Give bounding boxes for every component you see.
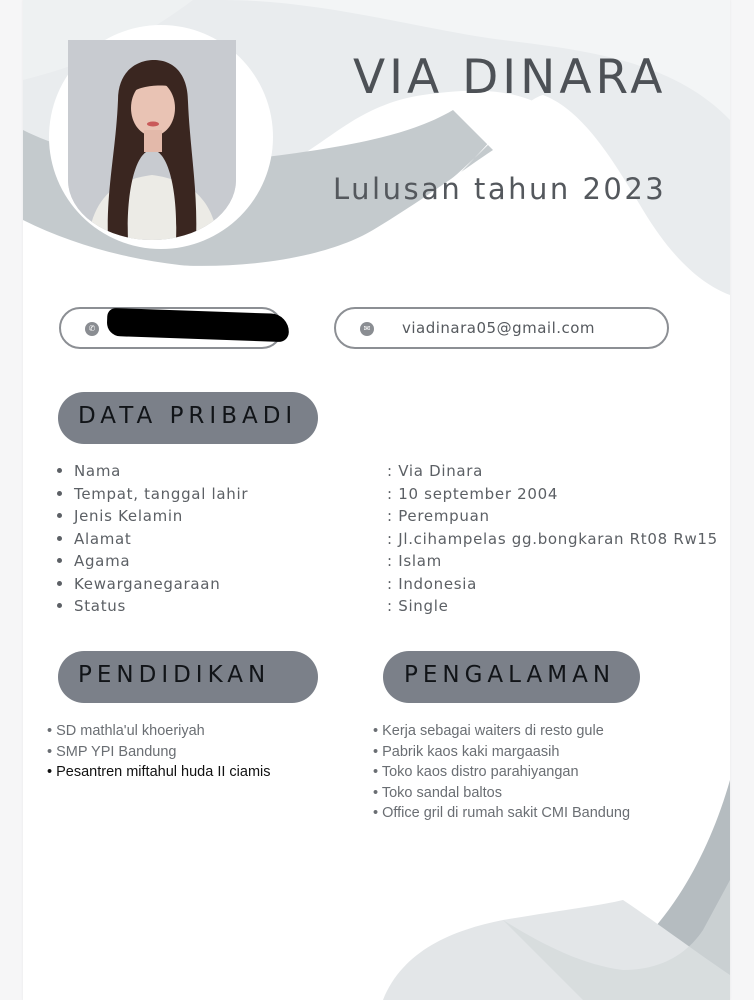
section-title: PENDIDIKAN [78, 662, 271, 688]
phone-icon: ✆ [85, 322, 99, 336]
field-label: Kewarganegaraan [74, 574, 221, 593]
list-item: • Office gril di rumah sakit CMI Bandung [373, 805, 631, 822]
portrait-illustration [68, 40, 236, 240]
bullet-icon [57, 513, 62, 518]
list-item: • SD mathla'ul khoeriyah [47, 723, 205, 739]
field-value: : 10 september 2004 [387, 484, 559, 503]
section-title: DATA PRIBADI [78, 403, 298, 429]
list-item: • Pabrik kaos kaki margaasih [373, 743, 560, 760]
email-address: viadinara05@gmail.com [402, 319, 596, 337]
field-value: : Perempuan [387, 507, 490, 525]
field-label: Jenis Kelamin [74, 507, 183, 525]
profile-photo [68, 40, 236, 240]
list-item: • Kerja sebagai waiters di resto gule [373, 723, 604, 739]
field-label: Nama [74, 462, 122, 480]
field-label: Agama [74, 552, 131, 570]
field-value: : Via Dinara [387, 462, 484, 480]
bullet-icon [57, 558, 62, 563]
field-value: : Jl.cihampelas gg.bongkaran Rt08 Rw15 [387, 529, 718, 548]
bullet-icon [57, 603, 62, 608]
list-item: • Toko sandal baltos [373, 784, 502, 801]
bullet-icon [57, 581, 62, 586]
graduation-subtitle: Lulusan tahun 2023 [333, 172, 667, 206]
email-pill [334, 307, 669, 349]
bullet-icon [57, 491, 62, 496]
section-header-data-pribadi [58, 392, 318, 444]
bullet-icon [57, 468, 62, 473]
list-item: • SMP YPI Bandung [47, 743, 177, 760]
section-header-pendidikan [58, 651, 318, 703]
list-item: • Pesantren miftahul huda II ciamis [47, 764, 271, 781]
field-value: : Indonesia [387, 574, 478, 593]
mail-icon: ✉ [360, 322, 374, 336]
cv-page [23, 0, 730, 1000]
field-label: Alamat [74, 529, 132, 548]
field-label: Status [74, 597, 126, 615]
section-title: PENGALAMAN [404, 662, 616, 688]
experience-list [373, 721, 630, 824]
section-header-pengalaman [383, 651, 640, 703]
education-list [47, 721, 271, 783]
field-label: Tempat, tanggal lahir [74, 484, 249, 503]
candidate-name: VIA DINARA [353, 50, 667, 105]
bullet-icon [57, 536, 62, 541]
field-value: : Single [387, 597, 449, 615]
field-value: : Islam [387, 552, 442, 570]
list-item: • Toko kaos distro parahiyangan [373, 764, 579, 781]
